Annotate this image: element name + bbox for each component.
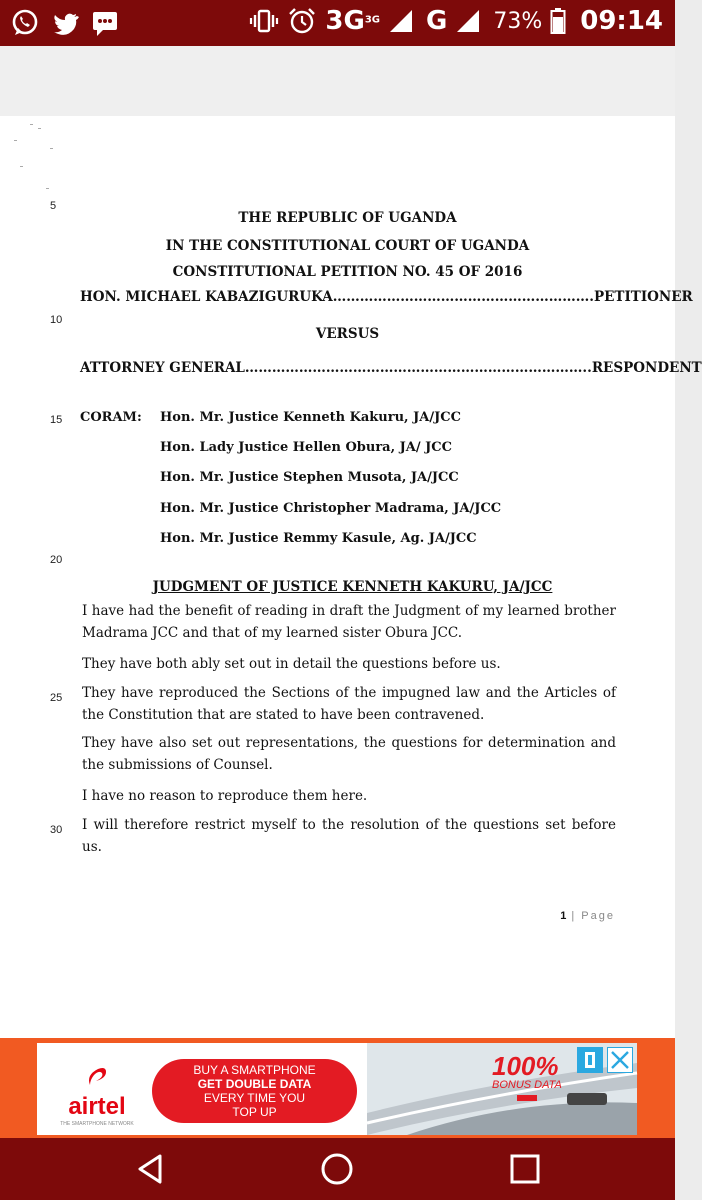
coram-judge: Hon. Mr. Justice Stephen Musota, JA/JCC [160, 470, 459, 485]
network-g-indicator: G [425, 6, 448, 36]
back-icon[interactable] [134, 1152, 168, 1186]
signal-strength-icon-2 [455, 6, 485, 36]
coram-judge: Hon. Mr. Justice Remmy Kasule, Ag. JA/JCC [160, 531, 477, 546]
ad-banner[interactable] [37, 1043, 637, 1135]
navigation-bar [0, 1138, 675, 1200]
viewer-toolbar [0, 46, 675, 116]
coram-judge: Hon. Mr. Justice Kenneth Kakuru, JA/JCC [160, 410, 461, 425]
airtel-brand-text: airtel [68, 1093, 126, 1120]
coram-judge: Hon. Mr. Justice Christopher Madrama, JA/JCC [160, 501, 502, 516]
scan-speck [14, 140, 17, 141]
vibrate-icon [249, 6, 279, 36]
ad-line-4: TOP UP [232, 1105, 277, 1119]
line-number: 10 [50, 314, 63, 326]
versus-heading: VERSUS [315, 326, 380, 342]
ad-offer-big: 100% [492, 1051, 559, 1081]
ad-line-2: GET DOUBLE DATA [197, 1077, 312, 1091]
paragraph: I have had the benefit of reading in draft the Judgment of my learned brother Madrama JCC and that of my learned sister Obura JCC. [82, 603, 616, 641]
heading-republic: THE REPUBLIC OF UGANDA [238, 210, 457, 226]
line-number: 25 [50, 692, 63, 704]
scan-speck [20, 166, 23, 167]
airtel-logo [47, 1063, 147, 1127]
scan-speck [46, 188, 49, 189]
home-icon[interactable] [320, 1152, 354, 1186]
line-number: 30 [50, 824, 63, 836]
recents-icon[interactable] [508, 1152, 542, 1186]
coram-label: CORAM: [80, 410, 142, 425]
ad-line-3: EVERY TIME YOU [203, 1091, 306, 1105]
twitter-icon [50, 8, 80, 38]
ad-banner-bar [0, 1038, 675, 1138]
document-content [0, 116, 702, 1038]
airtel-tagline: THE SMARTPHONE NETWORK [60, 1121, 134, 1127]
respondent-line: ATTORNEY GENERAL…………………………………………………………………..RESPONDENT [80, 360, 702, 376]
battery-icon [550, 6, 566, 36]
line-number: 5 [50, 200, 57, 212]
coram-judge: Hon. Lady Justice Hellen Obura, JA/ JCC [160, 440, 452, 455]
paragraph: They have both ably set out in detail the questions before us. [82, 656, 501, 672]
paragraph: I have no reason to reproduce them here. [82, 788, 368, 804]
scan-speck [38, 128, 41, 129]
ad-info-icon[interactable] [577, 1047, 603, 1073]
status-bar [0, 0, 675, 46]
signal-strength-icon [388, 6, 418, 36]
scan-speck [30, 124, 33, 125]
paragraph: They have reproduced the Sections of the impugned law and the Articles of the Constitution that are stated to have been contravened. [82, 685, 616, 723]
ad-offer-pill [152, 1059, 357, 1123]
page-number-label: | Page [571, 910, 615, 922]
ad-offer-small: BONUS DATA [492, 1079, 562, 1091]
heading-court: IN THE CONSTITUTIONAL COURT OF UGANDA [165, 238, 530, 254]
ad-close-icon[interactable] [607, 1047, 633, 1073]
document-page[interactable] [0, 116, 702, 1038]
ad-line-1: BUY A SMARTPHONE [193, 1063, 316, 1077]
whatsapp-icon [10, 8, 40, 38]
petitioner-line: HON. MICHAEL KABAZIGURUKA………………………………………………….PETITIONER [80, 289, 693, 305]
page-number [560, 910, 615, 922]
judgment-title: JUDGMENT OF JUSTICE KENNETH KAKURU, JA/JCC [152, 579, 553, 595]
clock-time: 09:14 [580, 6, 663, 36]
line-number: 20 [50, 554, 63, 566]
paragraph: They have also set out representations, the questions for determination and the submissions of Counsel. [82, 735, 616, 773]
page-number-value: 1 [560, 910, 567, 922]
battery-percentage: 73% [493, 8, 543, 34]
airtel-swirl-icon [47, 1063, 147, 1093]
scan-speck [50, 148, 53, 149]
heading-petition-number: CONSTITUTIONAL PETITION NO. 45 OF 2016 [172, 264, 523, 280]
network-3g-indicator: $3G^{3G}$ [325, 6, 380, 36]
line-number: 15 [50, 414, 63, 426]
alarm-icon [287, 6, 317, 36]
messaging-icon [90, 8, 120, 38]
paragraph: I will therefore restrict myself to the resolution of the questions set before us. [82, 817, 616, 855]
